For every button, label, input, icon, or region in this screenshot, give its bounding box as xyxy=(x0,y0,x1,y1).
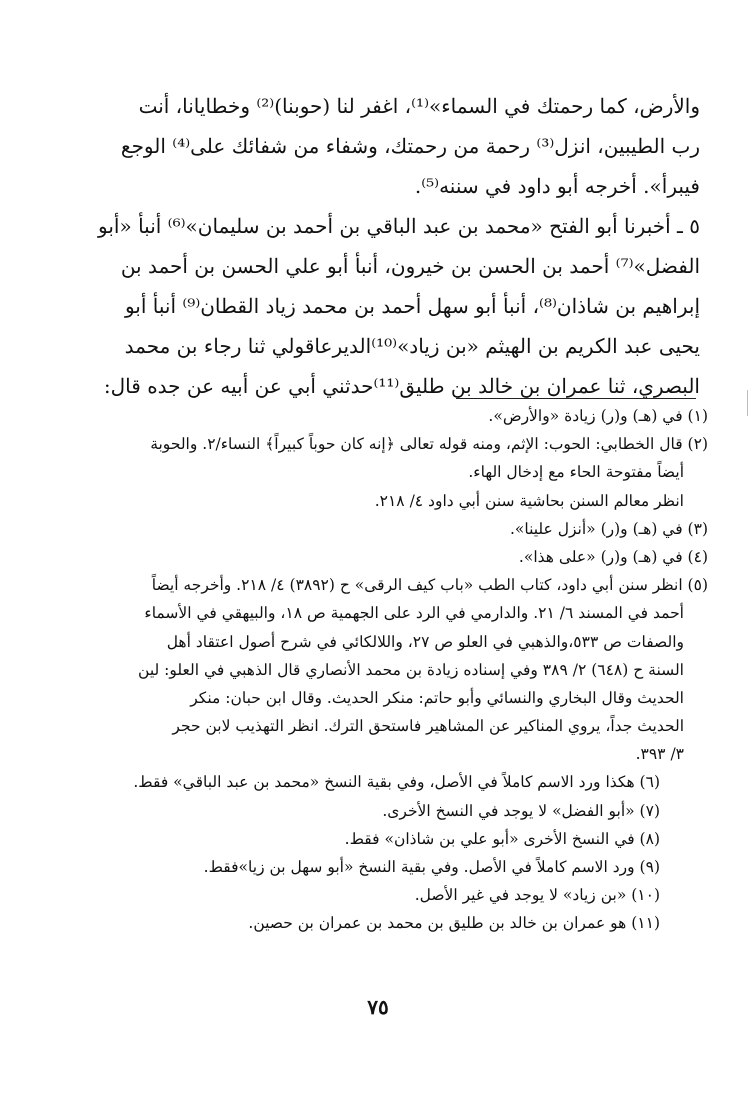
footnote-line: (٤) في (هـ) و(ر) «على هذا». xyxy=(518,547,708,566)
main-text-line: رب الطيبين، انزل⁽³⁾ رحمة من رحمتك، وشفاء من شفائك على⁽⁴⁾ الوجع xyxy=(120,134,700,158)
footnote-line: الحديث جداً، يروي المناكير عن المشاهير فاستحق الترك. انظر التهذيب لابن حجر xyxy=(172,717,684,736)
page-edge-mark xyxy=(747,390,748,416)
footnote-line: السنة ح (٦٤٨) ٢/ ٣٨٩ وفي إسناده زيادة بن محمد الأنصاري قال الذهبي في العلو: لين xyxy=(138,660,684,679)
footnote-line: (٦) هكذا ورد الاسم كاملاً في الأصل، وفي بقية النسخ «محمد بن عبد الباقي» فقط. xyxy=(133,773,660,792)
footnote-line: أحمد في المسند ٦/ ٢١. والدارمي في الرد على الجهمية ص ١٨، والبيهقي في الأسماء xyxy=(144,604,684,623)
footnote-line: (٧) «أبو الفضل» لا يوجد في النسخ الأخرى. xyxy=(382,801,660,820)
main-text-line: البصري، ثنا عمران بن خالد بن طليق⁽¹¹⁾حدثني أبي عن أبيه عن جده قال: xyxy=(103,374,700,398)
footnote-line: انظر معالم السنن بحاشية سنن أبي داود ٤/ ٢١٨. xyxy=(374,491,684,510)
main-text-line: الفضل»⁽⁷⁾ أحمد بن الحسن بن خيرون، أنبأ أبو علي الحسن بن أحمد بن xyxy=(120,254,700,278)
footnote-line: أيضاً مفتوحة الحاء مع إدخال الهاء. xyxy=(468,463,684,482)
footnote-line: (١٠) «بن زياد» لا يوجد في غير الأصل. xyxy=(414,886,660,905)
main-text-line: والأرض، كما رحمتك في السماء»⁽¹⁾، اغفر لنا (حوبنا)⁽²⁾ وخطايانا، أنت xyxy=(138,94,700,118)
footnote-line: والصفات ص ٥٣٣،والذهبي في العلو ص ٢٧، واللالكائي في شرح أصول اعتقاد أهل xyxy=(166,632,684,651)
footnote-line: (١) في (هـ) و(ر) زيادة «والأرض». xyxy=(488,407,708,425)
main-text-line: فيبرأ». أخرجه أبو داود في سننه⁽⁵⁾. xyxy=(414,174,700,198)
footnote-separator xyxy=(456,398,696,399)
main-text-line: ٥ ـ أخبرنا أبو الفتح «محمد بن عبد الباقي بن أحمد بن سليمان»⁽⁶⁾ أنبأ «أبو xyxy=(98,214,700,238)
main-text-line: إبراهيم بن شاذان⁽⁸⁾، أنبأ أبو سهل أحمد بن محمد زياد القطان⁽⁹⁾ أنبأ أبو xyxy=(124,294,700,318)
footnote-line: (٥) انظر سنن أبي داود، كتاب الطب «باب كيف الرقى» ح (٣٨٩٢) ٤/ ٢١٨. وأخرجه أيضاً xyxy=(151,576,708,595)
footnote-line: الحديث وقال البخاري والنسائي وأبو حاتم: منكر الحديث. وقال ابن حبان: منكر xyxy=(190,688,684,707)
footnote-line: (٩) ورد الاسم كاملاً في الأصل. وفي بقية النسخ «أبو سهل بن زيا»فقط. xyxy=(203,858,660,876)
footnote-line: (٢) قال الخطابي: الحوب: الإثم، ومنه قوله تعالى ﴿إنه كان حوباً كبيراً﴾ النساء/٢. والحوبة xyxy=(150,435,708,454)
footnote-line: (٨) في النسخ الأخرى «أبو علي بن شاذان» فقط. xyxy=(344,829,660,848)
footnote-line: (١١) هو عمران بن خالد بن طليق بن محمد بن عمران بن حصين. xyxy=(248,914,660,933)
footnote-line: (٣) في (هـ) و(ر) «أنزل علينا». xyxy=(509,519,708,538)
main-text-line: يحيى عبد الكريم بن الهيثم «بن زياد»⁽¹⁰⁾الديرعاقولي ثنا رجاء بن محمد xyxy=(124,334,700,358)
footnote-line: ٣/ ٣٩٣. xyxy=(635,745,684,764)
page-number: ٧٥ xyxy=(367,995,389,1019)
main-text-block xyxy=(60,86,700,406)
footnotes-block xyxy=(60,402,708,938)
